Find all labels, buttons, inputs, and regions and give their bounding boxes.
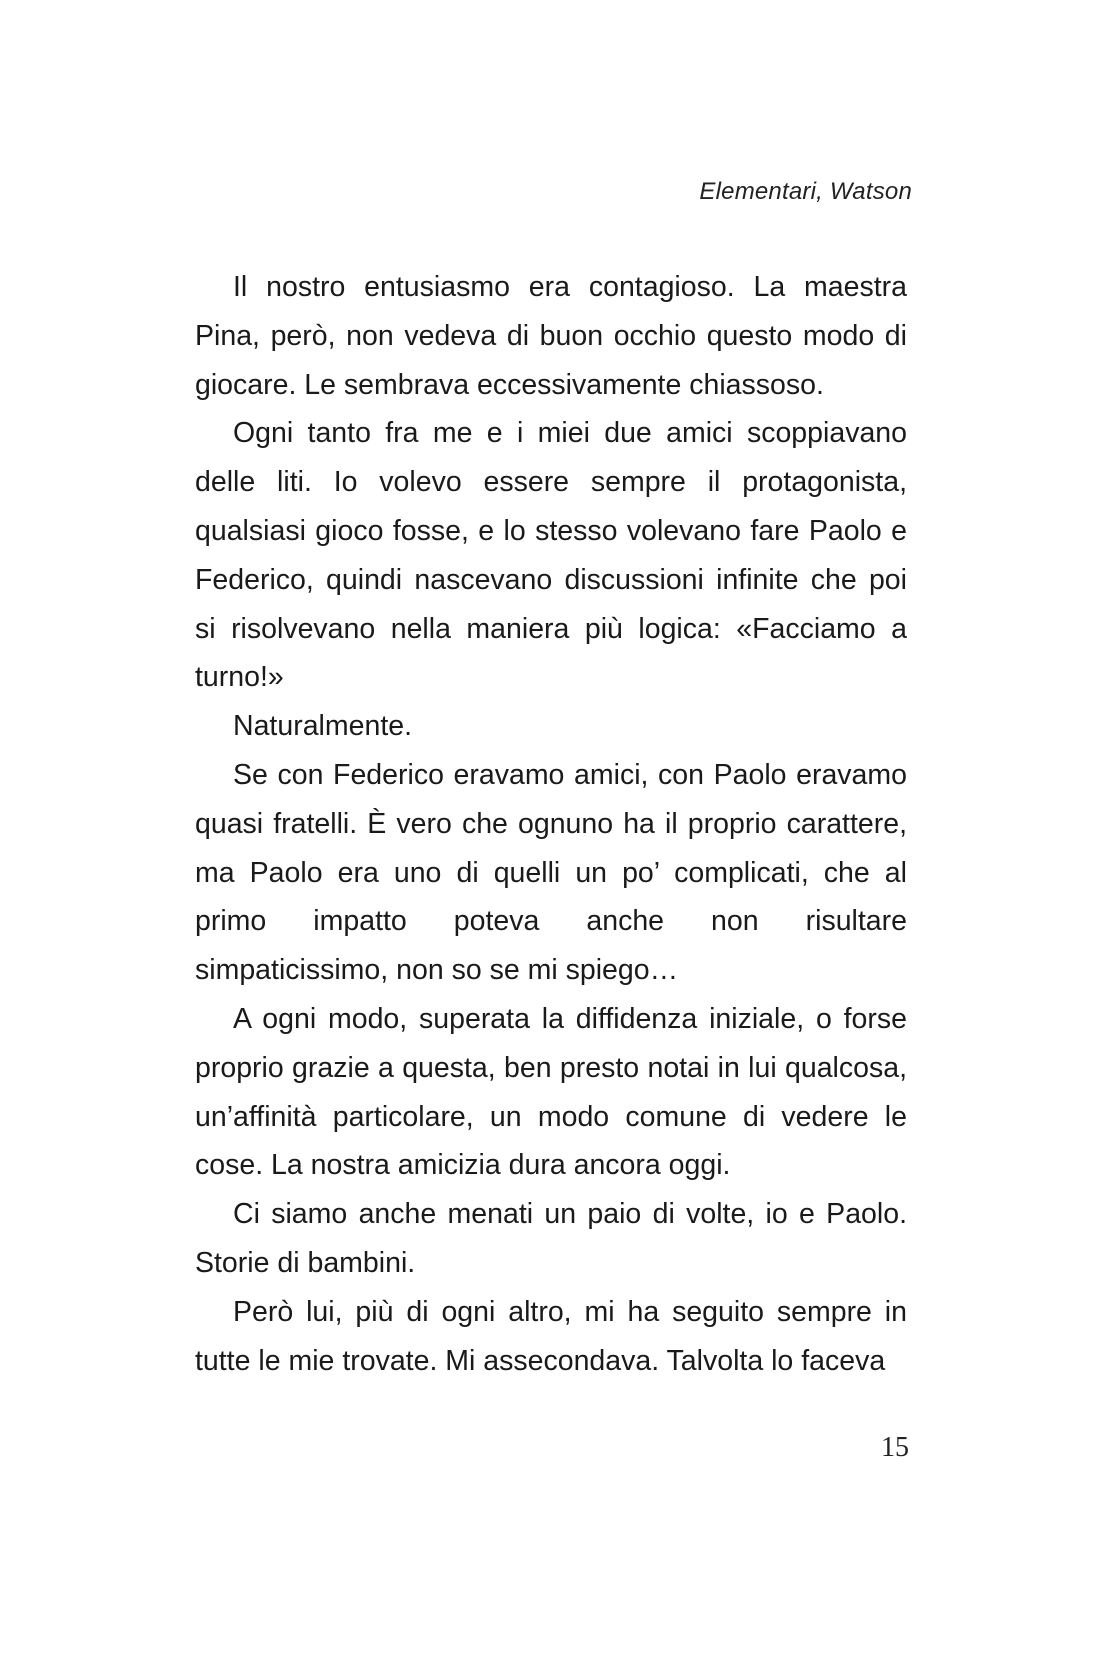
page-number: 15: [881, 1432, 909, 1463]
paragraph: A ogni modo, superata la diffidenza iniziale, o forse proprio grazie a questa, ben presto notai in lui qualcosa, un’affinità particolare, un modo comune di vedere le cose. La nostra amicizia dura ancora oggi.: [195, 1002, 907, 1182]
paragraph: Però lui, più di ogni altro, mi ha seguito sempre in tutte le mie trovate. Mi assecondava. Talvolta lo faceva: [195, 1295, 907, 1377]
paragraph: Naturalmente.: [233, 710, 413, 743]
body-text: [195, 263, 907, 1385]
paragraph: Il nostro entusiasmo era contagioso. La maestra Pina, però, non vedeva di buon occhio questo modo di giocare. Le sembrava eccessivamente chiassoso.: [195, 271, 907, 401]
paragraph: Ci siamo anche menati un paio di volte, io e Paolo. Storie di bambini.: [195, 1198, 907, 1279]
running-header: Elementari, Watson: [699, 178, 912, 205]
paragraph: Se con Federico eravamo amici, con Paolo eravamo quasi fratelli. È vero che ognuno ha il proprio carattere, ma Paolo era uno di quelli un po’ complicati, che al primo impatto poteva anche non risultare simpaticissimo, non so se mi spiego…: [195, 758, 907, 987]
paragraph: Ogni tanto fra me e i miei due amici scoppiavano delle liti. Io volevo essere sempre il protagonista, qualsiasi gioco fosse, e lo stesso volevano fare Paolo e Federico, quindi nascevano discussioni infinite che poi si risolvevano nella maniera più logica: «Facciamo a turno!»: [195, 417, 907, 694]
